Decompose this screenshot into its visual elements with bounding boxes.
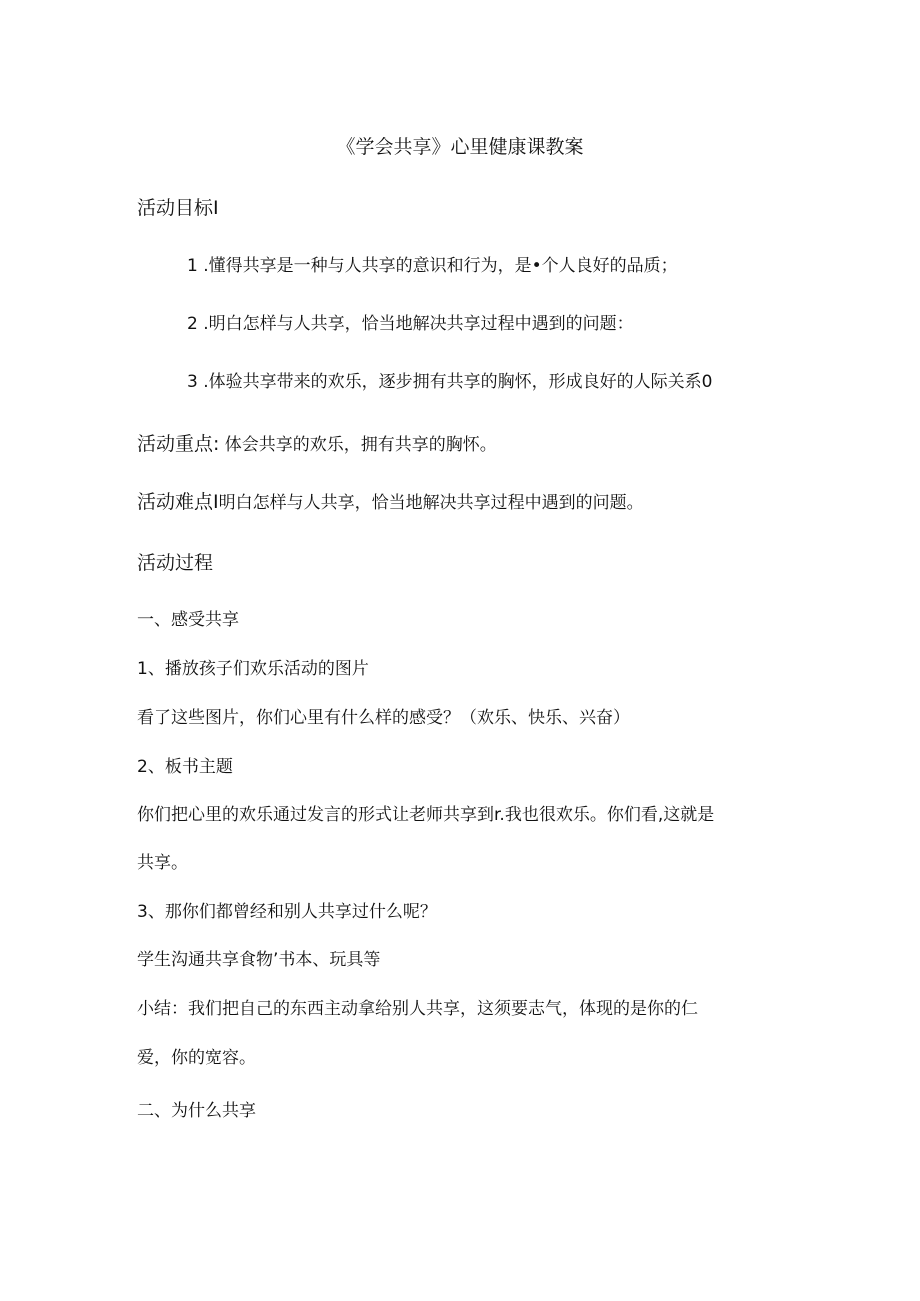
key-point-line: [137, 432, 497, 457]
step2-text-line2: 共享。: [137, 853, 188, 873]
step1-title: 1、播放孩子们欢乐活动的图片: [137, 659, 369, 679]
step1-text: 看了这些图片，你们心里有什么样的感受？（欢乐、快乐、兴奋）: [137, 708, 630, 728]
step3-text: 学生沟通共享食物’书本、玩具等: [137, 950, 381, 970]
section2-heading: 二、为什么共享: [137, 1101, 256, 1121]
step2-title: 2、板书主题: [137, 757, 233, 777]
section1-heading: 一、感受共享: [137, 610, 239, 630]
goal-item-1: 1 .懂得共享是一种与人共享的意识和行为，是•个人良好的品质；: [187, 256, 678, 276]
key-point-label: 活动重点:: [137, 433, 220, 455]
goals-heading: 活动目标I: [137, 197, 219, 219]
summary-line1: 小结：我们把自己的东西主动拿给别人共享，这须要志气，体现的是你的仁: [137, 999, 698, 1019]
process-heading: 活动过程: [137, 552, 214, 574]
document-title: 《学会共享》心里健康课教案: [336, 136, 584, 158]
difficult-point-text: 明白怎样与人共享，恰当地解决共享过程中遇到的问题。: [218, 493, 644, 513]
goal-item-3: 3 .体验共享带来的欢乐，逐步拥有共享的胸怀，形成良好的人际关系0: [187, 372, 713, 392]
goal-item-2: 2 .明白怎样与人共享，恰当地解决共享过程中遇到的问题：: [187, 314, 634, 334]
step2-text-line1: 你们把心里的欢乐通过发言的形式让老师共享到r.我也很欢乐。你们看,这就是: [137, 805, 715, 825]
key-point-text: 体会共享的欢乐，拥有共享的胸怀。: [219, 435, 497, 455]
step3-title: 3、那你们都曾经和别人共享过什么呢？: [137, 902, 437, 922]
difficult-point-line: [137, 490, 644, 515]
summary-line2: 爱，你的宽容。: [137, 1048, 256, 1068]
difficult-point-label: 活动难点I: [137, 491, 219, 513]
